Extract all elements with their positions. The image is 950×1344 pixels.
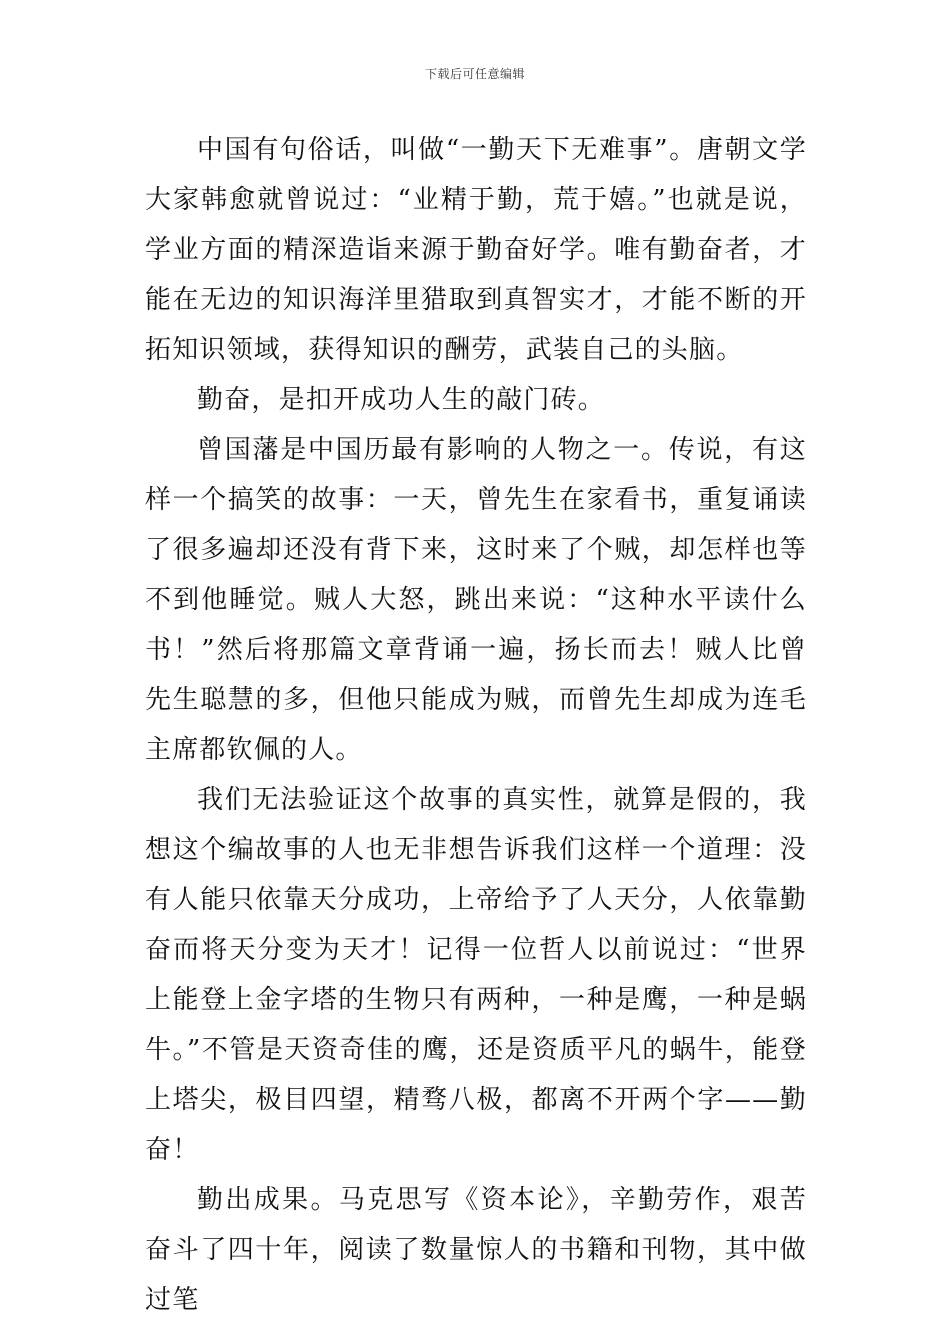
page-header: 下载后可任意编辑 <box>424 67 525 81</box>
paragraph-3: 曾国藩是中国历最有影响的人物之一。传说，有这样一个搞笑的故事：一天，曾先生在家看书，重复诵读了很多遍却还没有背下来，这时来了个贼，却怎样也等不到他睡觉。贼人大怒，跳出来说：“这种水平读什么书！”然后将那篇文章背诵一遍，扬长而去！贼人比曾先生聪慧的多，但他只能成为贼，而曾先生却成为连毛主席都钦佩的人。 <box>145 435 807 765</box>
paragraph-4: 我们无法验证这个故事的真实性，就算是假的，我想这个编故事的人也无非想告诉我们这样一个道理：没有人能只依靠天分成功，上帝给予了人天分，人依靠勤奋而将天分变为天才！记得一位哲人以前说过：“世界上能登上金字塔的生物只有两种，一种是鹰，一种是蜗牛。”不管是天资奇佳的鹰，还是资质平凡的蜗牛，能登上塔尖，极目四望，精骛八极，都离不开两个字——勤奋！ <box>145 785 807 1165</box>
paragraph-5: 勤出成果。马克思写《资本论》，辛勤劳作，艰苦奋斗了四十年，阅读了数量惊人的书籍和刊物，其中做过笔 <box>145 1185 807 1315</box>
paragraph-2: 勤奋，是扣开成功人生的敲门砖。 <box>197 385 606 415</box>
document-body <box>145 125 807 1325</box>
paragraph-1: 中国有句俗话，叫做“一勤天下无难事”。唐朝文学大家韩愈就曾说过：“业精于勤，荒于嬉。”也就是说，学业方面的精深造诣来源于勤奋好学。唯有勤奋者，才能在无边的知识海洋里猎取到真智实才，才能不断的开拓知识领域，获得知识的酬劳，武装自己的头脑。 <box>145 135 807 365</box>
